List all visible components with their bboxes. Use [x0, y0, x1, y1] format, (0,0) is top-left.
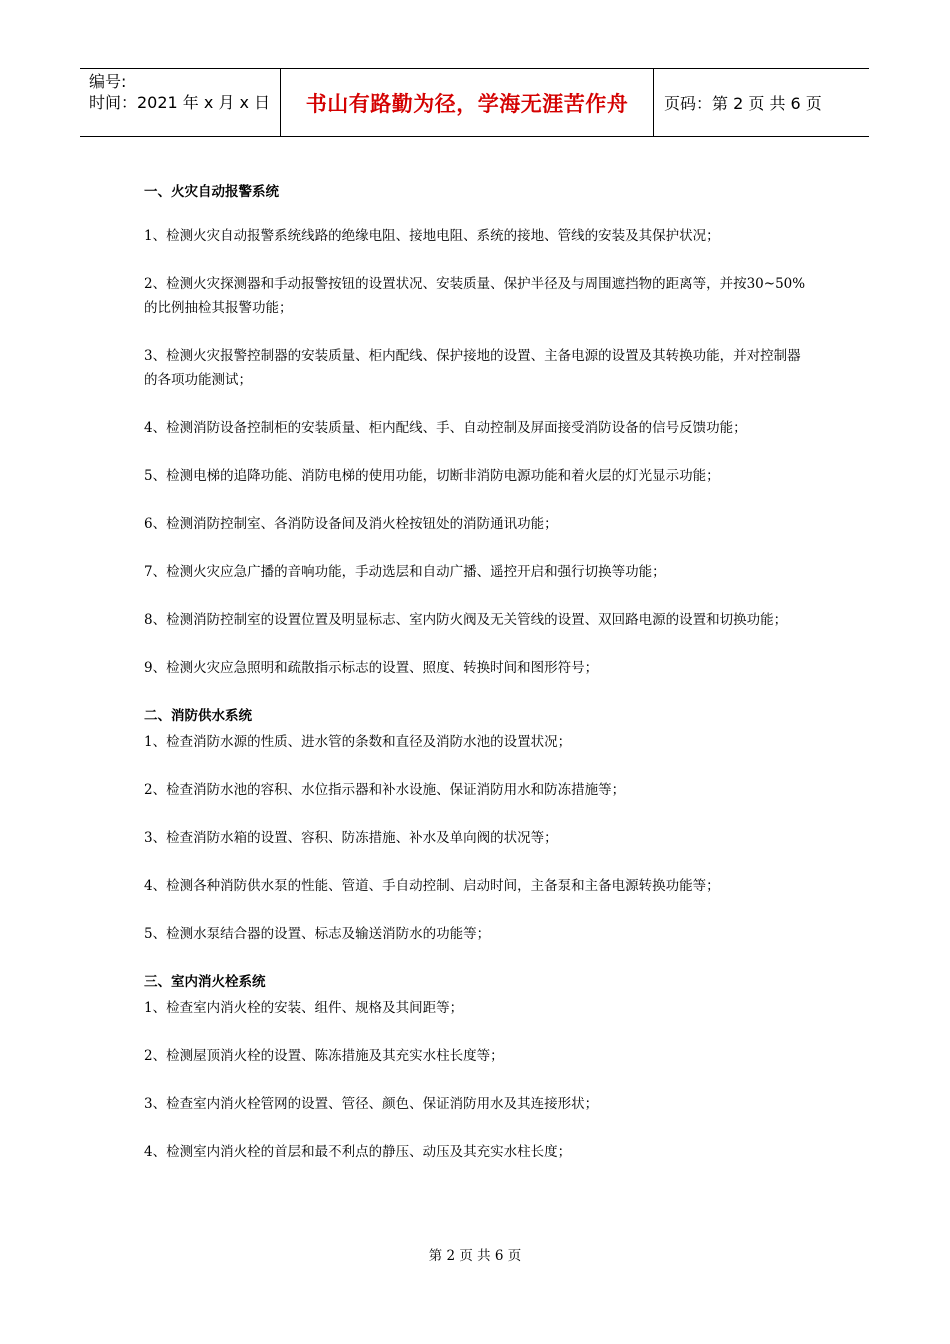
list-item: 3、检测火灾报警控制器的安装质量、柜内配线、保护接地的设置、主备电源的设置及其转换功能，并对控制器的各项功能测试； — [144, 348, 801, 388]
list-item: 4、检测各种消防供水泵的性能、管道、手自动控制、启动时间，主备泵和主备电源转换功能等； — [144, 878, 720, 894]
list-item: 2、检测屋顶消火栓的设置、陈冻措施及其充实水柱长度等； — [144, 1048, 504, 1064]
list-item: 4、检测消防设备控制柜的安装质量、柜内配线、手、自动控制及屏面接受消防设备的信号反馈功能； — [144, 420, 747, 436]
list-item: 8、检测消防控制室的设置位置及明显标志、室内防火阀及无关管线的设置、双回路电源的设置和切换功能； — [144, 612, 788, 628]
list-item: 3、检查消防水箱的设置、容积、防冻措施、补水及单向阀的状况等； — [144, 830, 558, 846]
header-meta — [80, 69, 281, 136]
list-item: 6、检测消防控制室、各消防设备间及消火栓按钮处的消防通讯功能； — [144, 516, 558, 532]
list-item: 3、检查室内消火栓管网的设置、管径、颜色、保证消防用水及其连接形状； — [144, 1096, 599, 1112]
list-item: 9、检测火灾应急照明和疏散指示标志的设置、照度、转换时间和图形符号； — [144, 660, 599, 676]
list-item: 5、检测电梯的追降功能、消防电梯的使用功能，切断非消防电源功能和着火层的灯光显示功能； — [144, 468, 720, 484]
list-item: 1、检查消防水源的性质、进水管的条数和直径及消防水池的设置状况； — [144, 734, 572, 750]
section-title: 二、消防供水系统 — [144, 708, 252, 724]
document-time-label: 时间：2021 年 x 月 x 日 — [89, 93, 271, 112]
list-item: 2、检测火灾探测器和手动报警按钮的设置状况、安装质量、保护半径及与周围遮挡物的距离等，并按30~50%的比例抽检其报警功能； — [144, 276, 806, 316]
page-footer: 第 2 页 共 6 页 — [428, 1248, 522, 1264]
section-title: 一、火灾自动报警系统 — [144, 184, 279, 200]
list-item: 7、检测火灾应急广播的音响功能，手动选层和自动广播、遥控开启和强行切换等功能； — [144, 564, 666, 580]
list-item: 5、检测水泵结合器的设置、标志及输送消防水的功能等； — [144, 926, 491, 942]
header-motto: 书山有路勤为径，学海无涯苦作舟 — [281, 69, 654, 136]
list-item: 2、检查消防水池的容积、水位指示器和补水设施、保证消防用水和防冻措施等； — [144, 782, 626, 798]
list-item: 1、检测火灾自动报警系统线路的绝缘电阻、接地电阻、系统的接地、管线的安装及其保护状况； — [144, 228, 720, 244]
document-body — [144, 180, 814, 1188]
document-number-label: 编号: — [89, 72, 127, 91]
section-title: 三、室内消火栓系统 — [144, 974, 266, 990]
list-item: 4、检测室内消火栓的首层和最不利点的静压、动压及其充实水柱长度； — [144, 1144, 572, 1160]
page-header — [80, 68, 869, 137]
list-item: 1、检查室内消火栓的安装、组件、规格及其间距等； — [144, 1000, 464, 1016]
header-page-info: 页码：第 2 页 共 6 页 — [664, 94, 822, 113]
